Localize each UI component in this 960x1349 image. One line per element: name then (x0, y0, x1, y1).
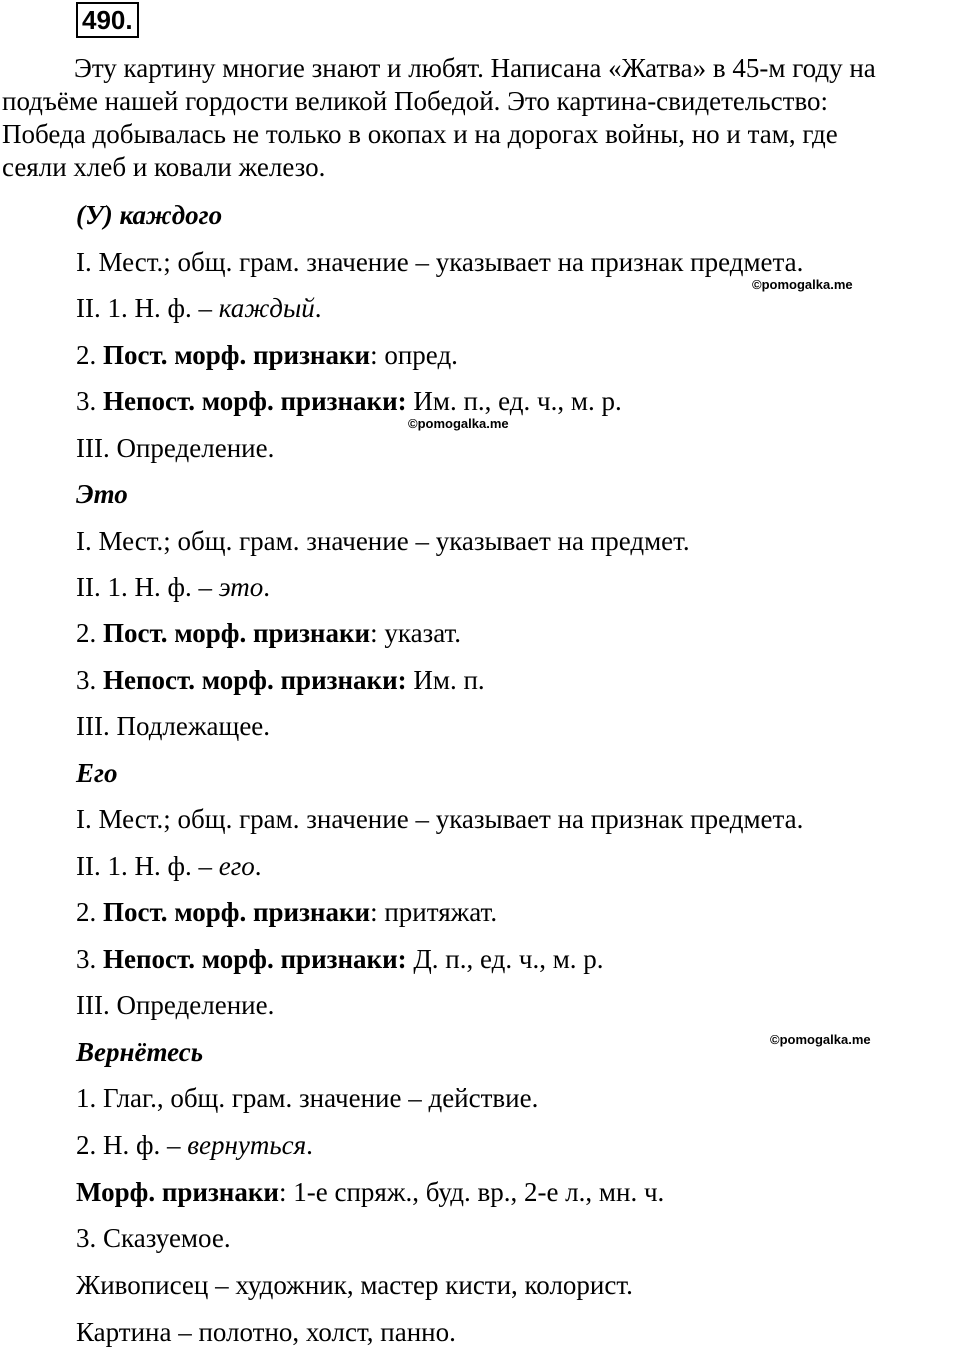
watermark: ©pomogalka.me (752, 277, 853, 292)
section-title: Вернётесь (76, 1037, 204, 1067)
analysis-line: 2. Пост. морф. признаки: опред. (76, 340, 458, 370)
analysis-line: I. Мест.; общ. грам. значение – указывает на предмет. (76, 526, 690, 556)
analysis-line: II. 1. Н. ф. – это. (76, 572, 271, 602)
analysis-line: 2. Пост. морф. признаки: указат. (76, 618, 462, 648)
analysis-line: 3. Непост. морф. признаки: Им. п. (76, 665, 485, 695)
analysis-line: II. 1. Н. ф. – его. (76, 851, 262, 881)
synonym-line: Картина – полотно, холст, панно. (76, 1317, 456, 1347)
watermark: ©pomogalka.me (770, 1032, 871, 1047)
analysis-line: 3. Непост. морф. признаки: Им. п., ед. ч., м. р. (76, 386, 622, 416)
intro-line: Эту картину многие знают и любят. Написана «Жатва» в 45-м году на (74, 53, 876, 83)
analysis-line: 2. Пост. морф. признаки: притяжат. (76, 897, 498, 927)
intro-line: Победа добывалась не только в окопах и на дорогах войны, но и там, где (2, 119, 838, 149)
synonym-line: Живописец – художник, мастер кисти, колорист. (76, 1270, 633, 1300)
analysis-line: I. Мест.; общ. грам. значение – указывает на признак предмета. (76, 247, 804, 277)
analysis-line: III. Определение. (76, 990, 275, 1020)
intro-line: сеяли хлеб и ковали железо. (2, 152, 326, 182)
section-title: Его (76, 758, 118, 788)
intro-paragraph (2, 52, 957, 184)
section-title: (У) каждого (76, 200, 223, 230)
analysis-line: III. Определение. (76, 433, 275, 463)
watermark: ©pomogalka.me (408, 416, 509, 431)
intro-line: подъёме нашей гордости великой Победой. Это картина-свидетельство: (2, 86, 829, 116)
analysis-line: 2. Н. ф. – вернуться. (76, 1130, 313, 1160)
analysis-line: 3. Сказуемое. (76, 1223, 231, 1253)
analysis-line: II. 1. Н. ф. – каждый. (76, 293, 322, 323)
section-title: Это (76, 479, 128, 509)
analysis-line: 3. Непост. морф. признаки: Д. п., ед. ч., м. р. (76, 944, 604, 974)
analysis-line: III. Подлежащее. (76, 711, 271, 741)
analysis-line: 1. Глаг., общ. грам. значение – действие. (76, 1083, 539, 1113)
analysis-line: I. Мест.; общ. грам. значение – указывает на признак предмета. (76, 804, 804, 834)
exercise-number: 490. (76, 2, 139, 38)
analysis-line: Морф. признаки: 1-е спряж., буд. вр., 2-е л., мн. ч. (76, 1177, 665, 1207)
